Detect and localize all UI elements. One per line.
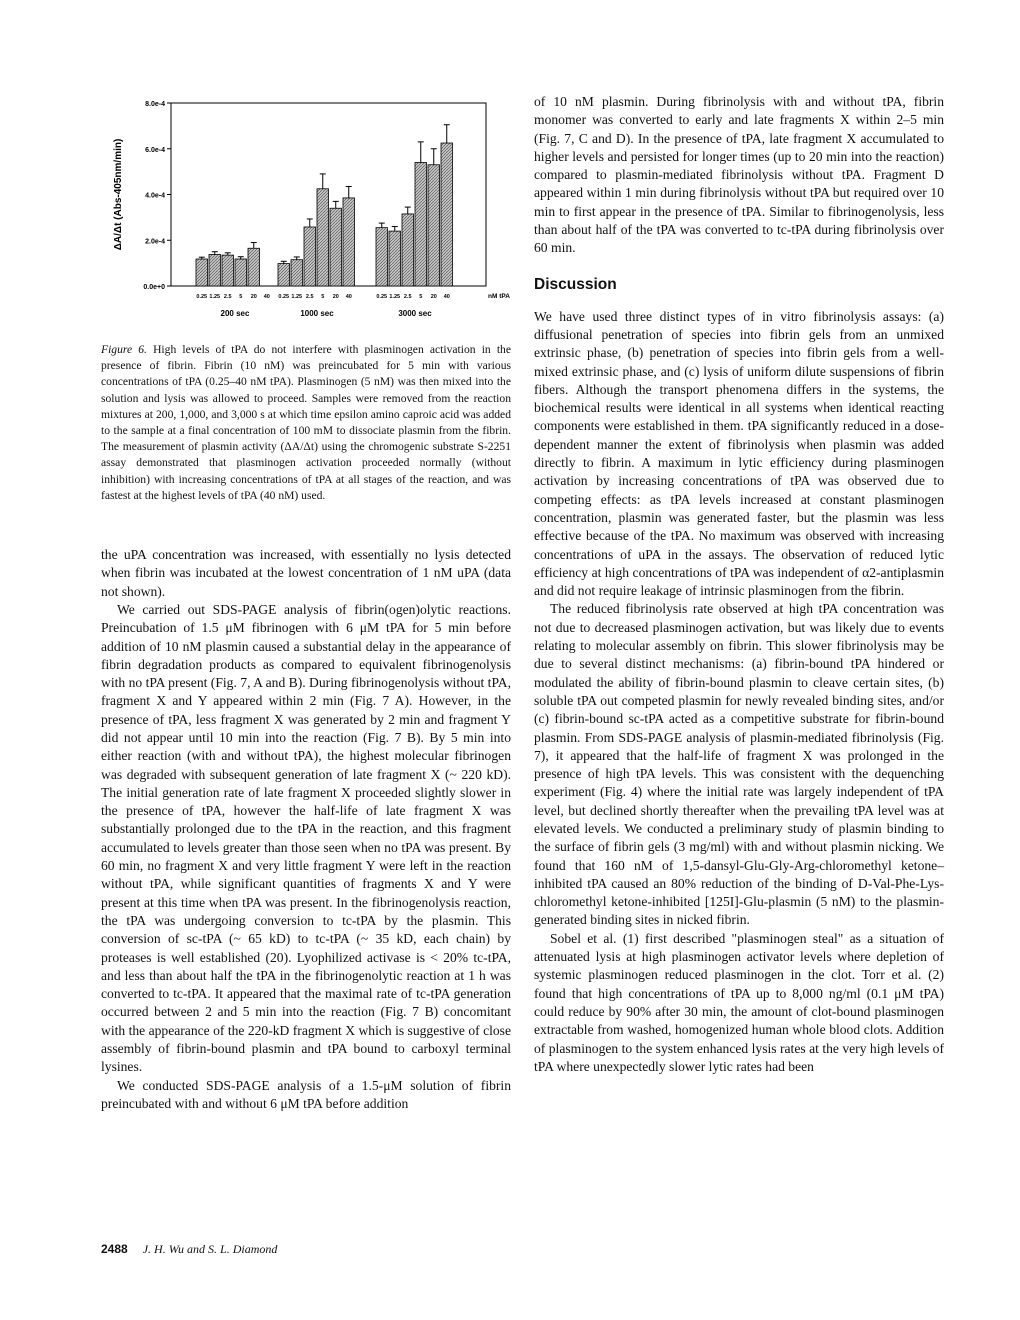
left-paragraph-1: the uPA concentration was increased, with essentially no lysis detected when fibrin was incubated at the lowest concentration of 1 nM uPA (data not shown). (101, 547, 511, 599)
footer-authors: J. H. Wu and S. L. Diamond (142, 1242, 278, 1256)
y-tick-label: 2.0e-4 (145, 238, 165, 246)
group-label: 3000 sec (398, 309, 432, 318)
bar-2-5 (441, 143, 453, 286)
figure-6-chart (101, 93, 521, 338)
right-column (534, 93, 944, 1076)
bar-1-4 (330, 208, 342, 286)
x-tick-label: 1.25 (291, 294, 303, 300)
x-tick-label: 0.25 (376, 294, 388, 300)
discussion-paragraph-1: We have used three distinct types of in vitro fibrinolysis assays: (a) diffusional penetration of species into fibrin gels from an unmixed extrinsic phase, (b) penetration of species into fibrin gels from a well-mixed extrinsic phase, and (c) lysis of uniform dilute suspensions of fibrin fibers. Although the transport phenomena differs in the systems, the biochemical results were identical in all systems when identical reacting components were established in them. tPA significantly reduced in a dose-dependent manner the extent of fibrinolysis when plasmin was added directly to fibrin. A maximum in lytic efficiency during plasminogen activation by increasing concentrations of tPA was observed due to competing effects: as tPA levels increased at constant plasminogen concentration, plasmin was generated faster, but the plasmin was less effective because of the tPA. No maximum was observed with increasing concentrations of uPA in the assays. The observation of reduced lytic efficiency at high concentrations of tPA was independent of α2-antiplasmin and did not require leakage of intrinsic plasminogen from the fibrin. (534, 308, 944, 599)
x-tick-label: 40 (345, 294, 352, 300)
x-tick-label: 5 (321, 294, 325, 300)
left-paragraph-2: We carried out SDS-PAGE analysis of fibrin(ogen)olytic reactions. Preincubation of 1.5 μM fibrinogen with 6 μM tPA for 5 min before addition of 10 nM plasmin caused a substantial delay in the appearance of fibrin degradation products as compared to equivalent fibrinogenolysis with no tPA present (Fig. 7, A and B). During fibrinogenolysis without tPA, fragment X and Y appeared within 2 min (Fig. 7 A). However, in the presence of tPA, less fragment X was generated by 2 min and fragment Y did not appear until 10 min into the reaction (Fig. 7 B). By 5 min into either reaction (with and without tPA), the highest molecular fibrinogen was degraded with subsequent generation of late fragment X (~ 220 kD). The initial generation rate of late fragment X proceeded slightly slower in the presence of tPA, however the half-life of late fragment X was substantially prolonged due to the tPA in the reaction, and this fragment accumulated to levels greater than those seen when no tPA was present. By 60 min, no fragment X and very little fragment Y were left in the reaction without tPA, while significant quantities of fragments X and Y were present at this time when tPA was present. In the fibrinogenolysis reaction, the tPA was undergoing conversion to tc-tPA by the plasmin. This conversion of sc-tPA (~ 65 kD) to tc-tPA (~ 35 kD, each chain) by proteases is well established (20). Lyophilized activase is < 20% tc-tPA, and less than about half the tPA in the fibrinogenolytic reaction at 1 h was converted to tc-tPA. It appeared that the maximal rate of tc-tPA generation occurred between 2 and 5 min into the reaction (Fig. 7 B) concomitant with the appearance of the 220-kD fragment X which is suggestive of close assembly of fibrin-bound plasmin and tPA bound to carboxyl terminal lysines. (101, 601, 511, 1075)
bar-0-4 (248, 248, 260, 286)
x-tick-label: 0.25 (278, 294, 290, 300)
x-tick-label: 40 (443, 294, 450, 300)
bar-1-1 (291, 260, 303, 286)
x-tick-label: 2.5 (223, 294, 232, 300)
bar-2-0 (376, 228, 388, 286)
x-tick-label: 40 (263, 294, 270, 300)
left-paragraph-3: We conducted SDS-PAGE analysis of a 1.5-μM solution of fibrin preincubated with and without 6 μM tPA before addition (101, 1077, 511, 1111)
bar-0-3 (235, 259, 247, 286)
x-tick-label: 20 (250, 294, 257, 300)
discussion-paragraph-2: The reduced fibrinolysis rate observed at high tPA concentration was not due to decreased plasminogen activation, but was likely due to events relating to molecular assembly on fibrin. This slower fibrinolysis may be due to several distinct mechanisms: (a) fibrin-bound tPA hindered or modulated the ability of fibrin-bound plasmin to cleave certain sites, (b) soluble tPA out competed plasmin for newly revealed binding sites, and/or (c) fibrin-bound sc-tPA acted as a competitive substrate for fibrin-bound plasmin. From SDS-PAGE analysis of plasmin-mediated fibrinolysis (Fig. 7), it appeared that the half-life of fragment X was prolonged in the presence of high tPA levels. This was consistent with the dequenching experiment (Fig. 4) where the initial rate was largely independent of tPA level, but declined shortly thereafter when the prevailing tPA level was at elevated levels. We conducted a preliminary study of plasmin binding to the surface of fibrin gels (3 mg/ml) with and without plasmin nicking. We found that 160 nM of 1,5-dansyl-Glu-Gly-Arg-chloromethyl ketone–inhibited tPA caused an 80% reduction of the binding of D-Val-Phe-Lys-chloromethyl ketone-inhibited [125I]-Glu-plasmin (5 nM) to the plasmin-generated binding sites in nicked fibrin. (534, 601, 944, 928)
x-tick-label: 20 (430, 294, 437, 300)
bar-2-4 (428, 165, 440, 286)
bar-0-1 (209, 254, 221, 286)
figure-caption-label: Figure 6. (101, 343, 147, 356)
y-tick-label: 8.0e-4 (145, 101, 165, 108)
x-tick-label: 5 (239, 294, 243, 300)
bar-1-5 (343, 198, 355, 286)
bar-2-1 (389, 231, 401, 286)
bar-0-2 (222, 255, 234, 286)
y-tick-label: 6.0e-4 (145, 146, 165, 154)
right-intro-paragraph: of 10 nM plasmin. During fibrinolysis with and without tPA, fibrin monomer was converted to early and late fragments X within 2–5 min (Fig. 7, C and D). In the presence of tPA, late fragment X accumulated to higher levels and persisted for longer times (up to 20 min into the reaction) compared to plasmin-mediated fibrinolysis without tPA. Fragment D appeared within 1 min during fibrinolysis without tPA but required over 10 min to first appear in the presence of tPA. Similar to fibrinogenolysis, less than about half of the tPA was converted to tc-tPA during fibrinolysis over 60 min. (534, 94, 944, 256)
x-tick-label: 0.25 (196, 294, 208, 300)
x-tick-label: 1.25 (209, 294, 221, 300)
x-tick-label: 20 (332, 294, 339, 300)
bar-1-3 (317, 189, 329, 286)
bar-2-2 (402, 214, 414, 286)
x-tick-label: 5 (419, 294, 423, 300)
group-label: 200 sec (220, 309, 250, 318)
figure-caption-text: High levels of tPA do not interfere with plasminogen activation in the presence of fibrin. Fibrin (10 nM) was preincubated for 5 min with various concentrations of tPA (0.25–40 nM tPA). Plasminogen (5 nM) was then mixed into the solution and lysis was allowed to proceed. Samples were removed from the reaction mixtures at 200, 1,000, and 3,000 s at which time epsilon amino caproic acid was added to the sample at a final concentration of 100 mM to dissociate plasmin from the fibrin. The measurement of plasmin activity (ΔA/Δt) using the chromogenic substrate S-2251 assay demonstrated that plasminogen activation proceeded normally (without inhibition) with increasing concentrations of tPA at all stages of the reaction, and was fastest at the highest levels of tPA (40 nM) used. (101, 343, 511, 502)
bar-0-0 (196, 259, 208, 286)
x-tick-label: 2.5 (403, 294, 412, 300)
page-footer (101, 1242, 277, 1257)
unit-label: nM tPA (488, 293, 510, 300)
bar-1-0 (278, 264, 290, 286)
discussion-heading: Discussion (534, 275, 617, 293)
bar-chart-svg (101, 93, 521, 338)
bar-1-2 (304, 227, 316, 286)
y-tick-label: 4.0e-4 (145, 192, 165, 200)
bar-2-3 (415, 162, 427, 286)
group-label: 1000 sec (300, 309, 334, 318)
x-tick-label: 1.25 (389, 294, 401, 300)
discussion-paragraph-3: Sobel et al. (1) first described "plasminogen steal" as a situation of attenuated lysis at high plasminogen activator levels where depletion of systemic plasminogen reduced plasminogen in the clot. Torr et al. (2) found that high concentrations of tPA up to 8,000 ng/ml (0.1 μM tPA) could reduce by 90% after 30 min, the amount of clot-bound plasminogen extractable from washed, homogenized human whole blood clots. Addition of plasminogen to the system enhanced lysis rates at the very high levels of tPA where unexpectedly slower lytic rates had been (534, 930, 944, 1074)
left-column (101, 93, 511, 1113)
figure-caption (101, 342, 511, 504)
page-number: 2488 (101, 1242, 128, 1256)
y-axis-label: ΔA/Δt (Abs-405nm/min) (113, 138, 124, 251)
y-tick-label: 0.0e+0 (143, 284, 165, 291)
x-tick-label: 2.5 (305, 294, 314, 300)
